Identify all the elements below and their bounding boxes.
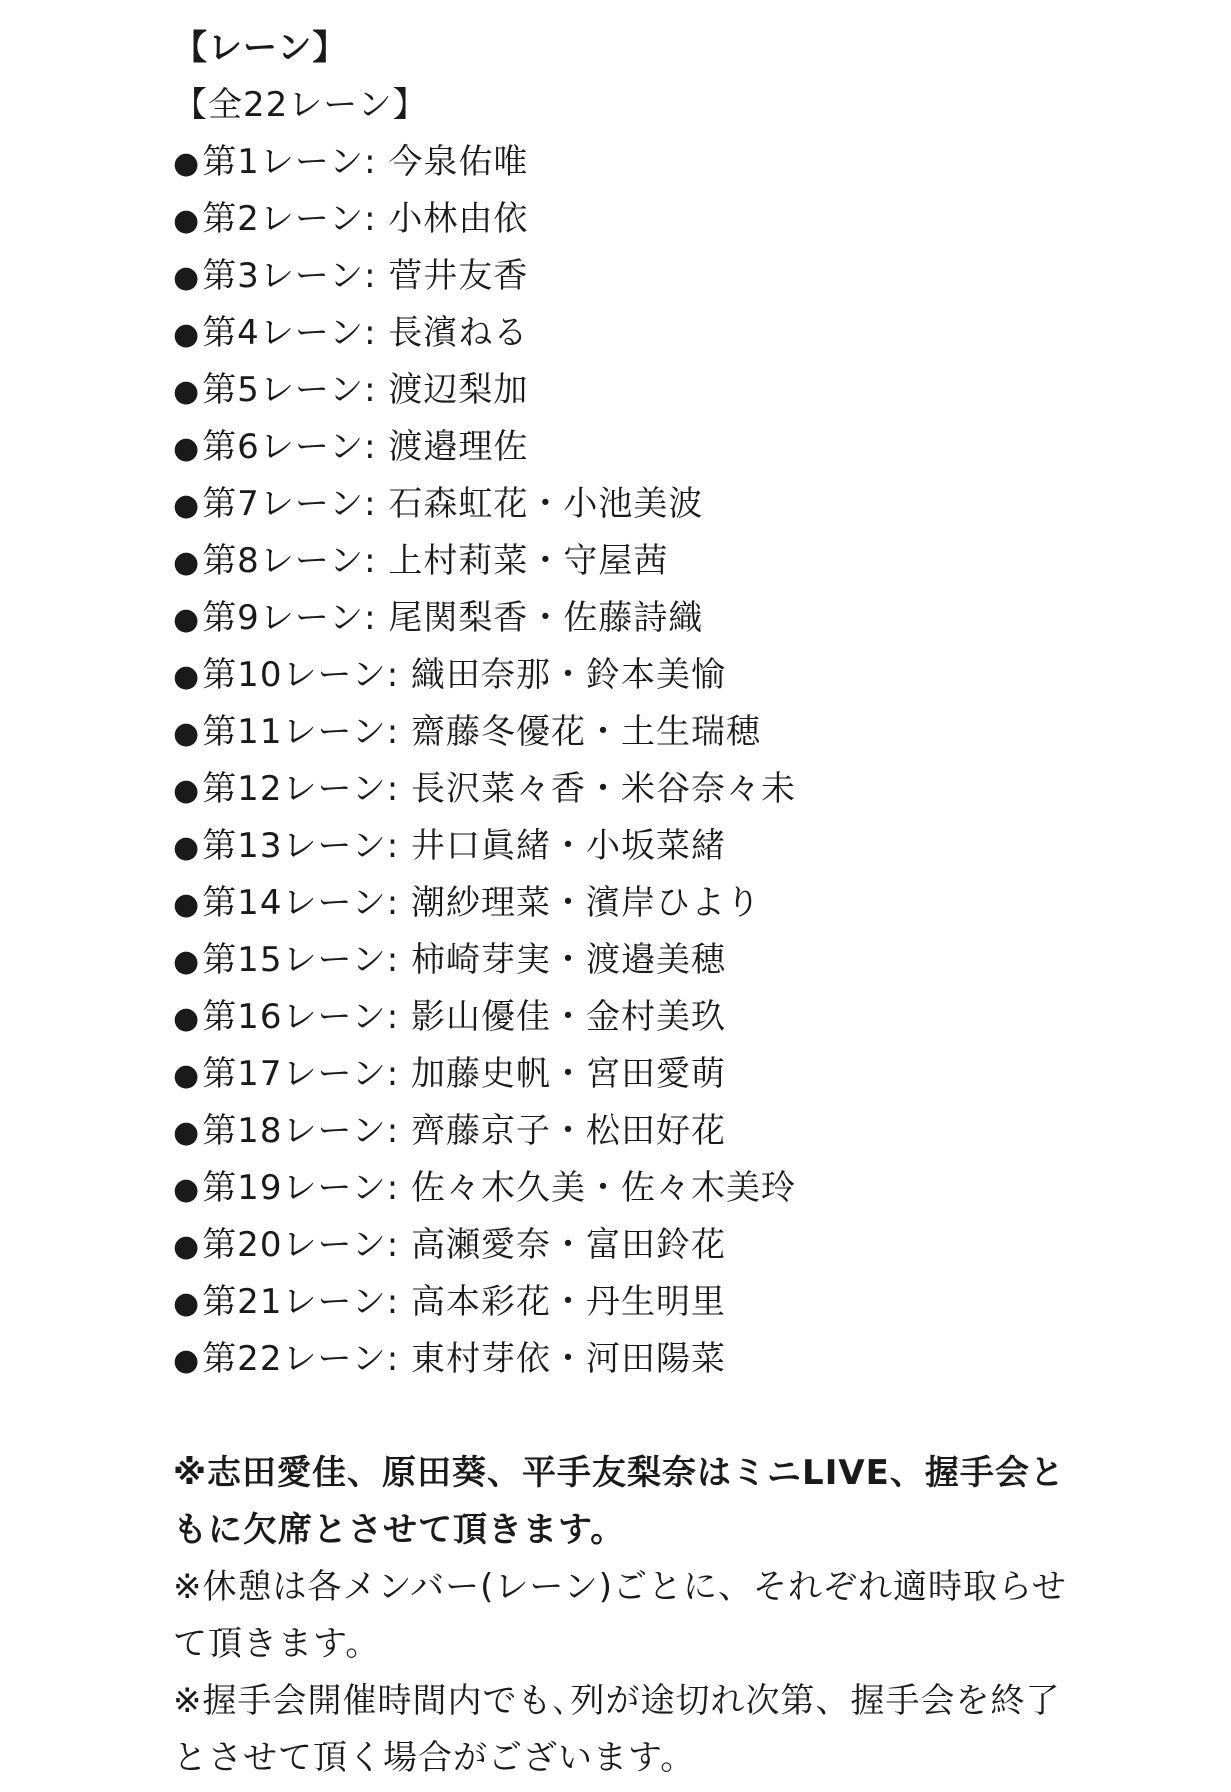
bullet-icon: ● — [173, 602, 201, 637]
lane-label: 第1レーン: — [202, 142, 377, 182]
lane-members: 佐々木久美・佐々木美玲 — [411, 1168, 797, 1208]
break-note: ※休憩は各メンバー(レーン)ごとに、それぞれ適時取らせて頂きます。 — [173, 1567, 1067, 1664]
lane-members: 長濱ねる — [388, 313, 529, 353]
lane-label: 第14レーン: — [202, 883, 400, 923]
bullet-icon: ● — [173, 1286, 201, 1321]
lane-members: 小林由依 — [388, 199, 529, 239]
bullet-icon: ● — [173, 659, 201, 694]
bullet-icon: ● — [173, 1343, 201, 1378]
bullet-icon: ● — [173, 944, 201, 979]
lane-label: 第6レーン: — [202, 427, 377, 467]
lane-document — [173, 20, 1093, 1787]
lane-label: 第17レーン: — [202, 1054, 400, 1094]
lane-label: 第19レーン: — [202, 1168, 400, 1208]
lane-label: 第8レーン: — [202, 541, 377, 581]
lane-label: 第11レーン: — [202, 712, 400, 752]
lane-label: 第20レーン: — [202, 1225, 400, 1265]
lane-label: 第13レーン: — [202, 826, 400, 866]
lane-item — [173, 932, 1093, 989]
lane-label: 第9レーン: — [202, 598, 377, 638]
lane-members: 尾関梨香・佐藤詩織 — [388, 598, 704, 638]
lane-members: 潮紗理菜・濱岸ひより — [411, 883, 762, 923]
lane-label: 第21レーン: — [202, 1282, 400, 1322]
lane-members: 渡辺梨加 — [388, 370, 529, 410]
lane-label: 第12レーン: — [202, 769, 400, 809]
bullet-icon: ● — [173, 773, 201, 808]
lane-members: 石森虹花・小池美波 — [388, 484, 704, 524]
lane-label: 第22レーン: — [202, 1339, 400, 1379]
bullet-icon: ● — [173, 374, 201, 409]
lane-item — [173, 875, 1093, 932]
lane-label: 第15レーン: — [202, 940, 400, 980]
lane-item — [173, 305, 1093, 362]
lane-item — [173, 362, 1093, 419]
bullet-icon: ● — [173, 317, 201, 352]
bullet-icon: ● — [173, 830, 201, 865]
lane-item — [173, 134, 1093, 191]
lane-label: 第7レーン: — [202, 484, 377, 524]
lane-item — [173, 1274, 1093, 1331]
lane-members: 柿崎芽実・渡邉美穂 — [411, 940, 727, 980]
bullet-icon: ● — [173, 545, 201, 580]
lane-members: 齊藤京子・松田好花 — [411, 1111, 727, 1151]
bullet-icon: ● — [173, 1058, 201, 1093]
bullet-icon: ● — [173, 716, 201, 751]
absence-note: ※志田愛佳、原田葵、平手友梨奈はミニLIVE、握手会ともに欠席とさせて頂きます。 — [173, 1453, 1065, 1550]
lane-heading: 【レーン】 — [173, 28, 348, 68]
lane-members: 井口眞緒・小坂菜緒 — [411, 826, 727, 866]
lane-label: 第16レーン: — [202, 997, 400, 1037]
lane-item — [173, 1331, 1093, 1388]
lane-members: 影山優佳・金村美玖 — [411, 997, 727, 1037]
lane-members: 東村芽依・河田陽菜 — [411, 1339, 727, 1379]
lane-item — [173, 590, 1093, 647]
lane-item — [173, 248, 1093, 305]
end-note: ※握手会開催時間内でも､列が途切れ次第、握手会を終了とさせて頂く場合がございます。 — [173, 1681, 1061, 1778]
bullet-icon: ● — [173, 1229, 201, 1264]
bullet-icon: ● — [173, 488, 201, 523]
lane-members: 今泉佑唯 — [388, 142, 529, 182]
lane-members: 高本彩花・丹生明里 — [411, 1282, 727, 1322]
lane-members: 齋藤冬優花・土生瑞穂 — [411, 712, 762, 752]
lane-members: 渡邉理佐 — [388, 427, 529, 467]
lane-label: 第18レーン: — [202, 1111, 400, 1151]
lane-members: 長沢菜々香・米谷奈々未 — [411, 769, 797, 809]
lane-item — [173, 1046, 1093, 1103]
lane-label: 第3レーン: — [202, 256, 377, 296]
bullet-icon: ● — [173, 203, 201, 238]
lane-item — [173, 818, 1093, 875]
bullet-icon: ● — [173, 887, 201, 922]
section-spacer — [173, 1388, 1093, 1445]
lane-item — [173, 704, 1093, 761]
lane-item — [173, 647, 1093, 704]
lane-members: 高瀬愛奈・富田鈴花 — [411, 1225, 727, 1265]
lane-label: 第4レーン: — [202, 313, 377, 353]
lane-total-heading: 【全22レーン】 — [173, 85, 428, 125]
bullet-icon: ● — [173, 260, 201, 295]
bullet-icon: ● — [173, 1115, 201, 1150]
lane-list — [173, 134, 1093, 1388]
lane-label: 第5レーン: — [202, 370, 377, 410]
lane-label: 第10レーン: — [202, 655, 400, 695]
lane-members: 上村莉菜・守屋茜 — [388, 541, 669, 581]
lane-item — [173, 419, 1093, 476]
bullet-icon: ● — [173, 1172, 201, 1207]
bullet-icon: ● — [173, 1001, 201, 1036]
lane-label: 第2レーン: — [202, 199, 377, 239]
lane-members: 織田奈那・鈴本美愉 — [411, 655, 727, 695]
lane-item — [173, 761, 1093, 818]
lane-item — [173, 533, 1093, 590]
lane-item — [173, 1217, 1093, 1274]
lane-members: 菅井友香 — [388, 256, 529, 296]
bullet-icon: ● — [173, 146, 201, 181]
lane-members: 加藤史帆・宮田愛萌 — [411, 1054, 727, 1094]
lane-item — [173, 191, 1093, 248]
lane-item — [173, 476, 1093, 533]
lane-item — [173, 1160, 1093, 1217]
lane-item — [173, 1103, 1093, 1160]
lane-item — [173, 989, 1093, 1046]
bullet-icon: ● — [173, 431, 201, 466]
